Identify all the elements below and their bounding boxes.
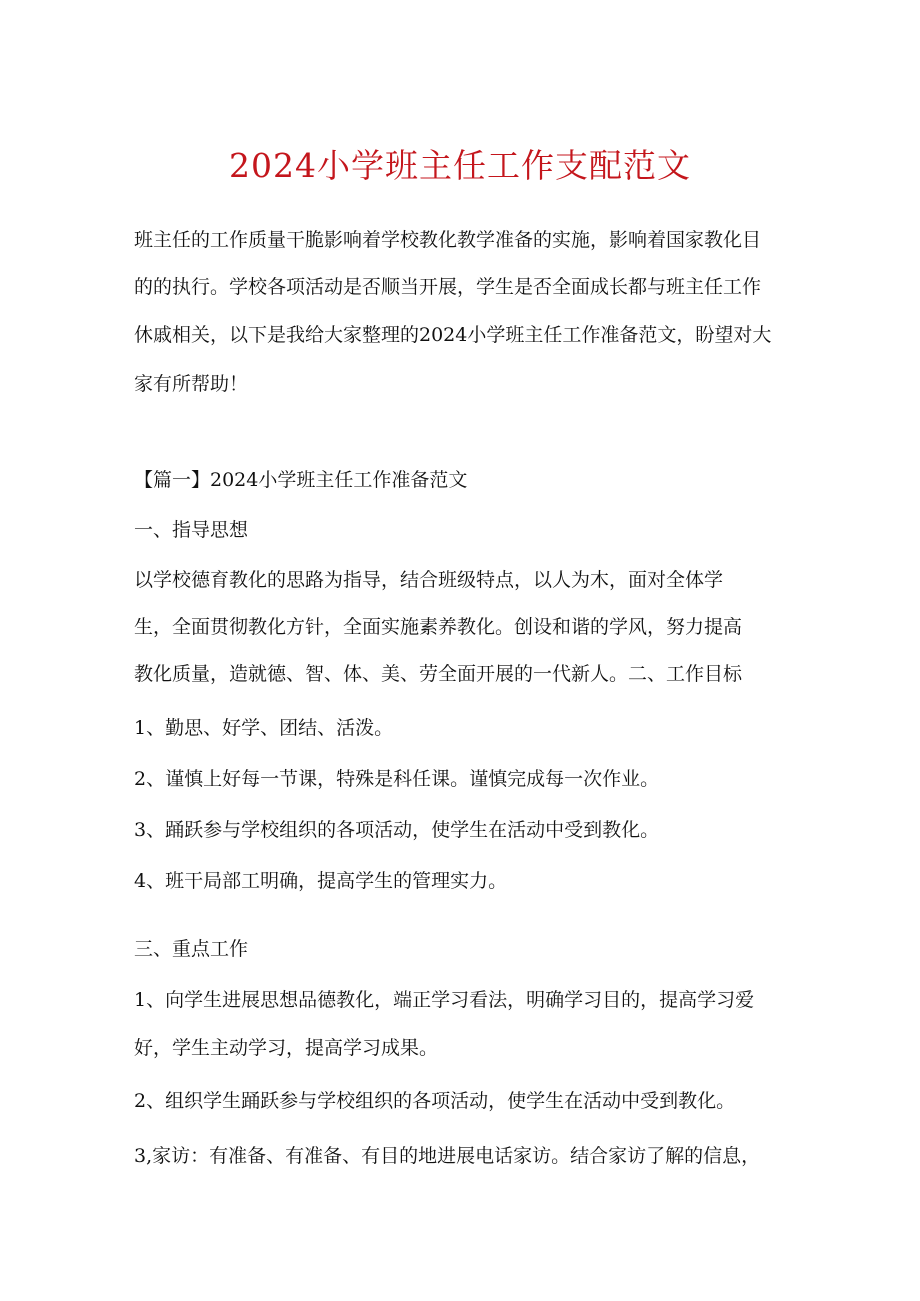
part1-heading: 一、指导思想 [134, 519, 249, 541]
focus-line: 2、组织学生踊跃参与学校组织的各项活动，使学生在活动中受到教化。 [134, 1090, 736, 1112]
intro-line: 班主任的工作质量干脆影响着学校教化教学准备的实施，影响着国家教化目 [134, 229, 762, 251]
intro-line: 家有所帮助！ [134, 373, 249, 395]
part1-line: 以学校德育教化的思路为指导，结合班级特点，以人为木，面对全体学 [134, 569, 724, 591]
part3-heading: 三、重点工作 [134, 938, 249, 960]
goal-item: 2、谨慎上好每一节课，特殊是科任课。谨慎完成每一次作业。 [134, 768, 660, 790]
focus-line: 好，学生主动学习，提高学习成果。 [134, 1037, 439, 1059]
focus-line: 1、向学生进展思想品德教化，端正学习看法，明确学习目的，提高学习爱 [134, 989, 755, 1011]
goal-item: 1、勤思、好学、团结、活泼。 [134, 717, 394, 739]
intro-line: 休戚相关，以下是我给大家整理的2024小学班主任工作准备范文，盼望对大 [134, 324, 772, 346]
document-title: 2024小学班主任工作支配范文 [229, 146, 691, 185]
section-heading: 【篇一】2024小学班主任工作准备范文 [134, 469, 468, 491]
goal-item: 4、班干局部工明确，提高学生的管理实力。 [134, 870, 508, 892]
part1-line: 教化质量，造就德、智、体、美、劳全面开展的一代新人。二、工作目标 [134, 663, 743, 685]
goal-item: 3、踊跃参与学校组织的各项活动，使学生在活动中受到教化。 [134, 819, 660, 841]
intro-line: 的的执行。学校各项活动是否顺当开展，学生是否全面成长都与班主任工作 [134, 276, 762, 298]
focus-line: 3,家访：有准备、有准备、有目的地进展电话家访。结合家访了解的信息， [134, 1145, 761, 1167]
part1-line: 生，全面贯彻教化方针，全面实施素养教化。创设和谐的学风，努力提高 [134, 616, 743, 638]
